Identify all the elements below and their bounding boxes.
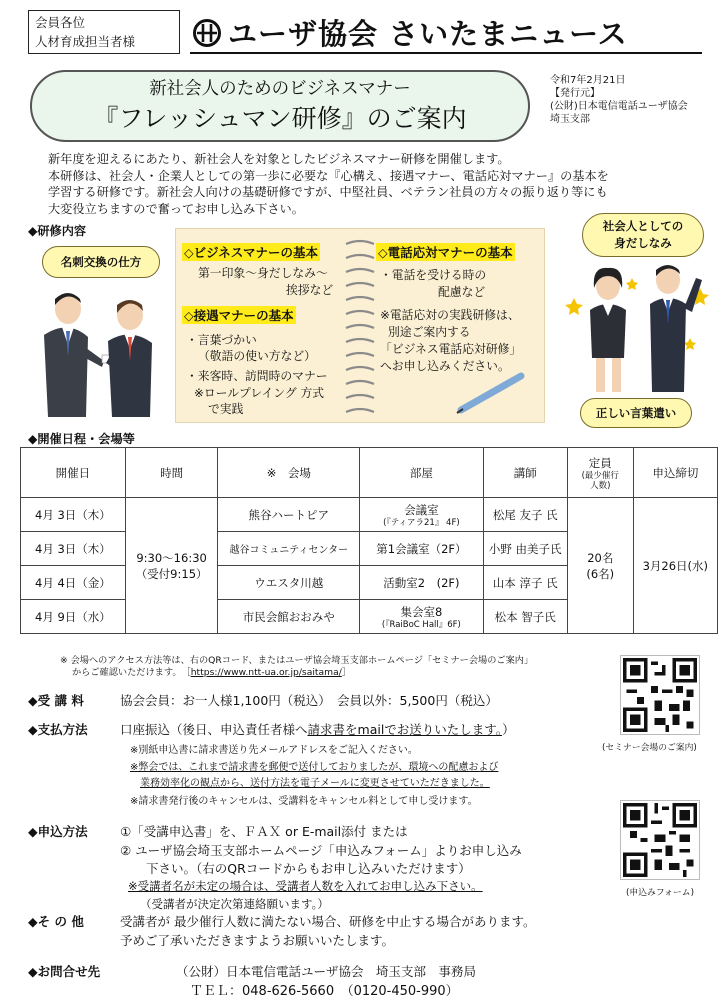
cell-room: 活動室2 (2F): [360, 566, 483, 600]
apply-label: ◆申込方法: [28, 824, 88, 839]
contact-org: （公財）日本電信電話ユーザ協会 埼玉支部 事務局: [176, 964, 477, 979]
content-text: （敬語の使い方など）: [198, 349, 316, 363]
cell-time: [125, 498, 218, 634]
cell-venue: 熊谷ハートピア: [218, 498, 360, 532]
pen-icon: [455, 370, 530, 415]
table-row: [21, 498, 718, 532]
cell-date: 4月 9日（水）: [21, 600, 126, 634]
access-note-line: [60, 667, 600, 679]
header-capacity-note: 人数): [590, 480, 611, 491]
newsletter-brand: [192, 12, 628, 53]
header-deadline: 申込締切: [633, 448, 717, 498]
content-text: ・言葉づかい: [186, 333, 257, 347]
payment-text-part: ）: [502, 722, 515, 737]
content-heading-telephone: ◇電話応対マナーの基本: [378, 245, 513, 260]
content-text: ・来客時、訪問時のマナー: [186, 369, 328, 383]
section-heading-content: ◆研修内容: [28, 224, 87, 238]
capacity-sub: (6名): [586, 566, 615, 581]
cell-lecturer: 山本 淳子 氏: [483, 566, 567, 600]
intro-line: 本研修は、社会人・企業人としての第一歩に必要な『心構え、接遇マナー、電話応対マナー』の基本を: [48, 168, 609, 183]
schedule-table: [20, 447, 718, 634]
cell-lecturer: 小野 由美子氏: [483, 532, 567, 566]
content-text: 別途ご案内する: [388, 325, 471, 339]
cell-lecturer: 松尾 友子 氏: [483, 498, 567, 532]
recipient-line-1: 会員各位: [35, 15, 86, 30]
title-subline: 新社会人のためのビジネスマナー: [149, 79, 411, 99]
content-text: ・電話を受ける時の: [380, 268, 487, 282]
bubble-proper-language: 正しい言葉遣い: [580, 398, 692, 428]
intro-line: 学習する研修です。新社会人向けの基礎研修ですが、中堅社員、ベテラン社員の方々の振り返り等にも: [48, 185, 608, 199]
other-label: ◆そ の 他: [28, 914, 84, 929]
apply-item: ①「受講申込書」を、ＦＡＸ or E-mail添付 または: [120, 824, 408, 839]
venue-qr-caption: (セミナー会場のご案内): [602, 743, 697, 753]
cell-room: [360, 498, 483, 532]
payment-note: ※弊会では、これまで請求書を郵便で送付しておりましたが、環境への配慮および: [130, 762, 499, 773]
content-text: へお申し込みください。: [380, 359, 510, 373]
branch-website-link[interactable]: https://www.ntt-ua.or.jp/saitama/: [190, 667, 342, 678]
intro-line: 大変役立ちますので奮ってお申し込み下さい。: [48, 201, 304, 216]
section-heading-schedule: ◆開催日程・会場等: [28, 432, 135, 446]
issuer-block: [550, 74, 688, 126]
content-text: 配慮など: [438, 285, 486, 299]
content-text: で実践: [208, 402, 244, 416]
header-room: 部屋: [360, 448, 483, 498]
brand-text: ユーザ協会 さいたまニュース: [228, 17, 628, 51]
intro-line: 新年度を迎えるにあたり、新社会人を対象としたビジネスマナー研修を開催します。: [48, 152, 510, 166]
page-title: 『フレッシュマン研修』のご案内: [93, 104, 467, 133]
content-text: 第一印象～身だしなみ～: [198, 266, 328, 280]
qr-code-icon: [623, 803, 697, 877]
other-text: 予めご了承いただきますようお願いいたします。: [120, 933, 395, 948]
header-lecturer: 講師: [483, 448, 567, 498]
content-text: 挨拶など: [286, 283, 334, 297]
header-date: 開催日: [21, 448, 126, 498]
time-main: 9:30～16:30: [136, 550, 207, 565]
header-time: 時間: [125, 448, 218, 498]
cell-date: 4月 3日（木）: [21, 498, 126, 532]
content-heading-business-manner: ◇ビジネスマナーの基本: [184, 245, 318, 260]
recipient-line-2: 人材育成担当者様: [35, 34, 136, 49]
fee-text: 協会会員：お一人様1,100円（税込） 会員以外：5,500円（税込）: [120, 693, 498, 708]
table-header-row: [21, 448, 718, 498]
header-capacity: [567, 448, 633, 498]
room-sub: (『RaiBoC Hall』6F): [381, 619, 461, 630]
payment-text-underlined: 請求書をmailでお送りいたします。: [307, 722, 503, 737]
apply-note: ※受講者名が未定の場合は、受講者人数を入れてお申し込み下さい。: [128, 879, 483, 893]
payment-note: ※請求書発行後のキャンセルは、受講料をキャンセル料として申し受けます。: [130, 796, 478, 807]
business-card-exchange-illustration: [22, 285, 172, 425]
access-note-text: からご確認いただけます。 ［: [72, 667, 191, 678]
apply-item: ② ユーザ協会埼玉支部ホームページ「申込みフォーム」よりお申し込み: [120, 843, 522, 858]
content-text: ※ロールプレイング 方式: [194, 386, 325, 400]
issuer-branch: 埼玉支部: [550, 114, 590, 125]
content-text: 「ビジネス電話応対研修」: [380, 342, 522, 356]
issue-date: 令和7年2月21日: [550, 75, 626, 86]
title-banner: [30, 70, 530, 142]
header-underline: [190, 52, 702, 54]
bubble-appearance: [582, 213, 704, 257]
recipient-box: [28, 10, 180, 54]
apply-note: （受講者が決定次第連絡願います。）: [140, 897, 329, 911]
cell-room: [360, 600, 483, 634]
qr-code-icon: [623, 658, 697, 732]
header-capacity-note: (最少催行: [581, 470, 619, 481]
room-main: 会議室: [404, 502, 439, 517]
bubble-card-exchange: 名刺交換の仕方: [42, 246, 160, 278]
cell-deadline: 3月26日(水): [633, 498, 717, 634]
issuer-org: (公財)日本電信電話ユーザ協会: [550, 101, 688, 112]
fee-label: ◆受 講 料: [28, 693, 84, 708]
cell-date: 4月 4日（金）: [21, 566, 126, 600]
payment-text-part: 口座振込（後日、申込責任者様へ: [120, 722, 308, 737]
header-capacity-label: 定員: [588, 455, 612, 470]
cell-venue: ウエスタ川越: [218, 566, 360, 600]
room-main: 集会室8: [400, 604, 443, 619]
intro-paragraph: [48, 151, 698, 217]
bubble-appearance-line-1: 社会人としての: [602, 219, 684, 233]
venue-qr-code[interactable]: [620, 655, 700, 735]
cell-lecturer: 松本 智子氏: [483, 600, 567, 634]
payment-note: ※別紙申込書に請求書送り先メールアドレスをご記入ください。: [130, 745, 418, 756]
content-text: ※電話応対の実践研修は、: [380, 308, 520, 322]
user-association-logo-icon: [192, 18, 222, 48]
access-note-line: ※ 会場へのアクセス方法等は、右のQRコード、またはユーザ協会埼玉支部ホームページ「セミナー会場のご案内」: [60, 655, 534, 666]
capacity-main: 20名: [587, 550, 614, 565]
cell-capacity: [567, 498, 633, 634]
time-sub: （受付9:15）: [135, 566, 208, 581]
payment-note: 業務効率化の観点から、送付方法を電子メールに変更させていただきました。: [140, 778, 490, 789]
access-note: [60, 655, 600, 679]
cell-venue: 市民会館おおみや: [218, 600, 360, 634]
business-people-illustration: [562, 258, 712, 398]
contact-label: ◆お問合せ先: [28, 964, 101, 979]
form-qr-caption: (申込みフォーム): [626, 888, 695, 898]
payment-text: [120, 720, 515, 738]
header-venue: ※ 会場: [218, 448, 360, 498]
notebook-ring-binding: [342, 236, 378, 416]
issuer-label: 【発行元】: [550, 88, 600, 99]
application-form-qr-code[interactable]: [620, 800, 700, 880]
content-heading-hospitality: ◇接遇マナーの基本: [184, 308, 294, 323]
cell-date: 4月 3日（木）: [21, 532, 126, 566]
payment-label: ◆支払方法: [28, 722, 88, 737]
apply-item: 下さい。（右のQRコードからもお申し込みいただけます）: [146, 861, 471, 876]
room-sub: (『ティアラ21』 4F): [383, 517, 460, 528]
access-note-text: ］: [341, 667, 351, 678]
bubble-appearance-line-2: 身だしなみ: [614, 236, 672, 250]
contact-phone: ＴＥＬ：048-626-5660 （0120-450-990）: [190, 984, 459, 999]
cell-room: 第1会議室（2F）: [360, 532, 483, 566]
cell-venue: 越谷コミュニティセンター: [218, 532, 360, 566]
other-text: 受講者が 最少催行人数に満たない場合、研修を中止する場合があります。: [120, 914, 536, 929]
